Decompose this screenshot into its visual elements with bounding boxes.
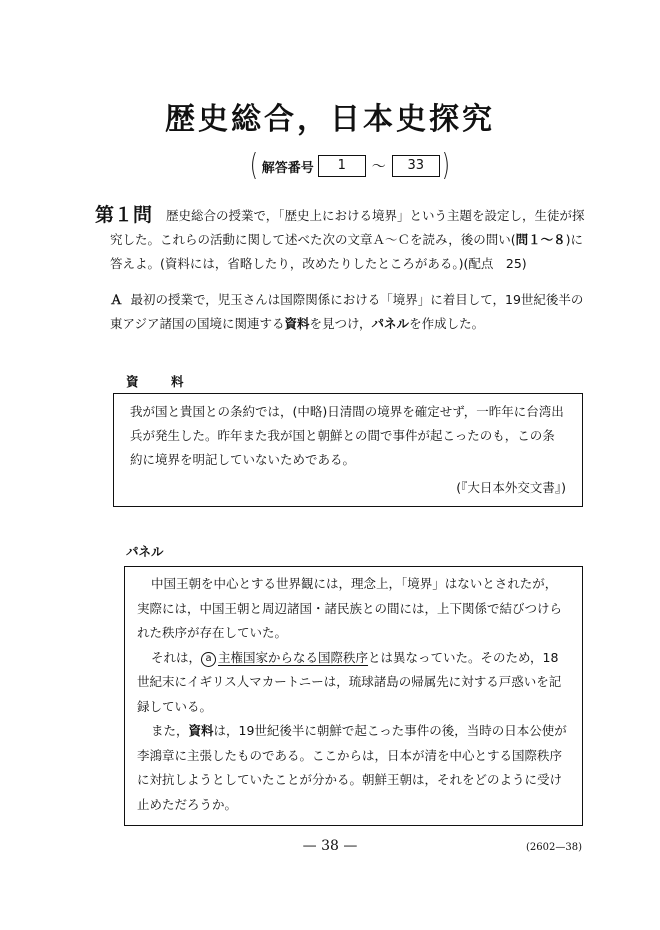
range-tilde: ～ [371, 159, 386, 175]
panel-box [124, 566, 583, 826]
panel-label: パネル [126, 544, 164, 559]
close-paren: ) [441, 148, 450, 183]
section-a-pre: 最初の授業で，児玉さんは国際関係における「境界」に着目して，19世紀後半の東アジア諸国の国境に関連する [110, 292, 584, 331]
shiryo-source: (『大日本外交文書』) [456, 480, 566, 495]
page-title: 歴史総合，日本史探究 [165, 102, 495, 137]
shiryo-label: 資 料 [126, 374, 194, 389]
shiryo-box [113, 393, 583, 507]
panel-p2-post: とは異なっていた。そのため，18世紀末にイギリス人マカートニーは，琉球諸島の帰属先に対する戸惑いを記録している。 [137, 649, 562, 714]
panel-p3-post: は，19世紀後半に朝鮮で起こった事件の後，当時の日本公使が李鴻章に主張したものである。ここからは，日本が清を中心とする国際秩序に対抗しようとしていたことが分かる。朝鮮王朝は，それをどのように受け止めただろうか。 [137, 723, 567, 812]
answer-number-from: 1 [318, 155, 366, 177]
open-paren: ( [249, 148, 258, 183]
section-a-bold-panel: パネル [371, 316, 410, 331]
shiryo-body: 我が国と貴国との条約では，(中略)日清間の境界を確定せず，一昨年に台湾出兵が発生した。昨年また我が国と朝鮮との間で事件が起こったのも，この条約に境界を明記していないためである。 [130, 404, 564, 467]
panel-p2-pre: それは， [151, 649, 202, 665]
page-code: (2602—38) [526, 842, 582, 853]
intro-text-post: )に答えよ。(資料には，省略したり，改めたりしたところがある。)(配点 25) [110, 232, 584, 271]
panel-p3-bold: 資料 [188, 723, 214, 738]
panel-paragraph-2 [137, 646, 568, 720]
section-a-post: を作成した。 [409, 316, 485, 331]
answer-number-to: 33 [392, 155, 440, 177]
section-a-text [110, 288, 590, 336]
section-letter: Ａ [110, 292, 123, 307]
page-number: — 38 — [302, 838, 358, 854]
intro-question-range: 問１～８ [515, 232, 566, 247]
section-a-bold-shiryo: 資料 [284, 316, 310, 331]
answer-number-label: 解答番号 [261, 160, 314, 176]
panel-paragraph-3 [137, 719, 568, 817]
panel-p2-underlined: 主権国家からなる国際秩序 [218, 649, 369, 665]
circled-a-marker: a [201, 652, 216, 667]
panel-paragraph-1: 中国王朝を中心とする世界観には，理念上，「境界」はないとされたが，実際には，中国王朝と周辺諸国・諸民族との間には，上下関係で結びつけられた秩序が存在していた。 [137, 576, 563, 640]
question-intro [110, 204, 590, 276]
intro-text-pre: 歴史総合の授業で，「歴史上における境界」という主題を設定し，生徒が探究した。これらの活動に関して述べた次の文章Ａ～Ｃを読み，後の問い( [110, 208, 585, 247]
section-a-mid: を見つけ， [309, 316, 372, 331]
question-heading: 第１問 [95, 204, 153, 226]
panel-p3-pre: また， [151, 723, 189, 738]
answer-number-range [248, 150, 451, 182]
